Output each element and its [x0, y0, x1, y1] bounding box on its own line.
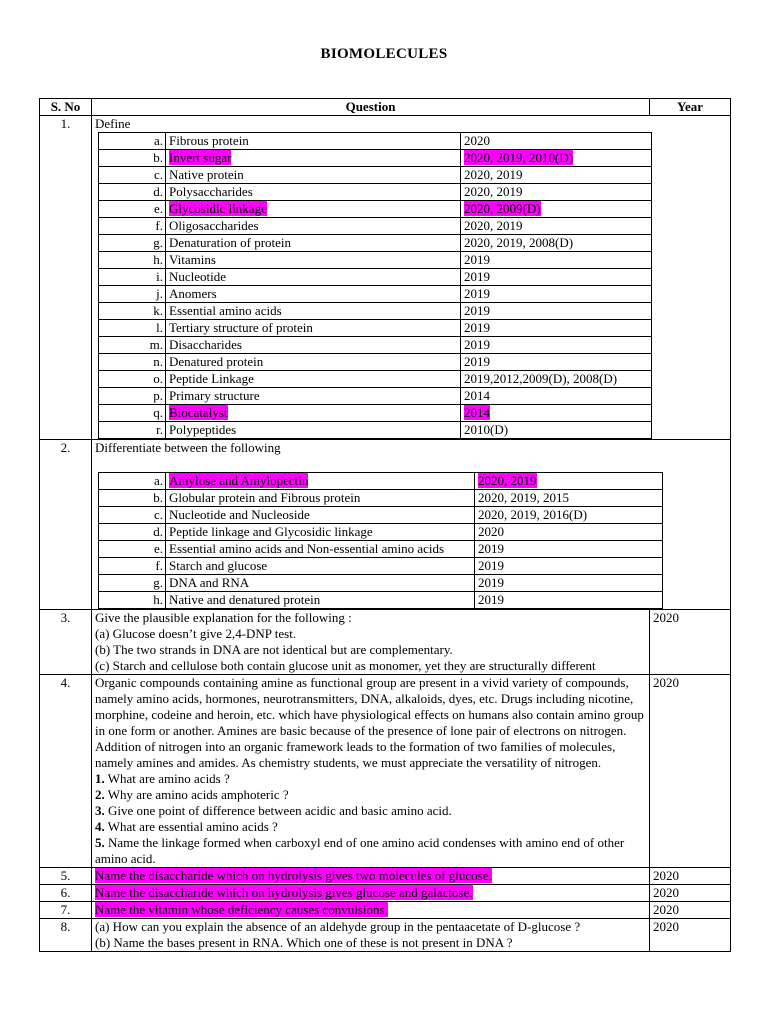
subtable-row	[99, 507, 663, 524]
sno: 2.	[40, 440, 92, 610]
question-text: Name the disaccharide which on hydrolysis gives glucose and galactose.	[95, 885, 473, 900]
item-years: 2020, 2019, 2015	[475, 490, 663, 507]
year: 2020	[650, 868, 731, 885]
subtable-row	[99, 235, 652, 252]
item-letter: h.	[99, 592, 166, 609]
item-years: 2019	[475, 541, 663, 558]
item-term: Polysaccharides	[166, 184, 461, 201]
item-term: Denaturation of protein	[166, 235, 461, 252]
subtable-row	[99, 167, 652, 184]
subtable-row	[99, 252, 652, 269]
item-letter: a.	[99, 133, 166, 150]
question-prompt: Define	[95, 116, 131, 131]
item-letter: k.	[99, 303, 166, 320]
item-term: Tertiary structure of protein	[166, 320, 461, 337]
item-years: 2019	[475, 592, 663, 609]
item-letter: a.	[99, 473, 166, 490]
sno: 5.	[40, 868, 92, 885]
sub-question: 2. Why are amino acids amphoteric ?	[95, 787, 289, 802]
item-years: 2014	[461, 405, 652, 422]
item-years: 2019	[461, 286, 652, 303]
subtable-row	[99, 354, 652, 371]
item-term: Biocatalyst	[166, 405, 461, 422]
item-term: Amylose and Amylopectin	[166, 473, 475, 490]
page-title: BIOMOLECULES	[320, 46, 448, 62]
sno: 4.	[40, 675, 92, 868]
sno: 3.	[40, 610, 92, 675]
sno: 1.	[40, 116, 92, 440]
item-years: 2019	[461, 269, 652, 286]
item-letter: c.	[99, 507, 166, 524]
subtable-row	[99, 473, 663, 490]
item-years: 2019	[461, 354, 652, 371]
item-years: 2019	[475, 575, 663, 592]
header-year: Year	[650, 99, 731, 116]
item-term: Denatured protein	[166, 354, 461, 371]
item-term: Fibrous protein	[166, 133, 461, 150]
sno: 7.	[40, 902, 92, 919]
item-term: DNA and RNA	[166, 575, 475, 592]
subtable-row	[99, 150, 652, 167]
question-text: Name the vitamin whose deficiency causes convulsions.	[95, 902, 388, 917]
sub-question: 5. Name the linkage formed when carboxyl end of one amino acid condenses with amino end of other amino acid.	[95, 835, 625, 866]
item-years: 2020	[475, 524, 663, 541]
item-term: Essential amino acids and Non-essential amino acids	[166, 541, 475, 558]
subtable-row	[99, 558, 663, 575]
item-years: 2010(D)	[461, 422, 652, 439]
item-years: 2019	[475, 558, 663, 575]
item-letter: g.	[99, 235, 166, 252]
question-line: (b) The two strands in DNA are not identical but are complementary.	[95, 642, 453, 657]
item-term: Primary structure	[166, 388, 461, 405]
header-row	[40, 99, 731, 116]
item-term: Invert sugar	[166, 150, 461, 167]
item-letter: d.	[99, 524, 166, 541]
item-term: Nucleotide and Nucleoside	[166, 507, 475, 524]
item-years: 2020, 2019, 2010(D)	[461, 150, 652, 167]
item-years: 2020, 2019	[461, 218, 652, 235]
item-term: Nucleotide	[166, 269, 461, 286]
subtable-row	[99, 218, 652, 235]
subtable-row	[99, 592, 663, 609]
sub-question: 1. What are amino acids ?	[95, 771, 230, 786]
subtable-row	[99, 337, 652, 354]
subtable-row	[99, 371, 652, 388]
item-term: Native and denatured protein	[166, 592, 475, 609]
question-row-5	[40, 868, 731, 885]
item-years: 2019,2012,2009(D), 2008(D)	[461, 371, 652, 388]
item-letter: f.	[99, 558, 166, 575]
item-years: 2020, 2019	[461, 167, 652, 184]
item-years: 2019	[461, 337, 652, 354]
question-text: Name the disaccharide which on hydrolysis gives two molecules of glucose.	[95, 868, 492, 883]
subtable-row	[99, 286, 652, 303]
case-passage: Organic compounds containing amine as functional group are present in a vivid variety of compounds, namely amino acids, hormones, neurotransmitters, DNA, alkaloids, dyes, etc. Drugs including nicotine, morphine, codeine and heroin, etc. which have physiological effects on humans also contain amino group in one form or another. Amines are basic because of the presence of lone pair of electrons on nitrogen. Addition of nitrogen into an organic framework leads to the formation of two families of molecules, namely amines and amides. As chemistry students, we must appreciate the versatility of nitrogen.	[95, 675, 644, 770]
subtable-row	[99, 388, 652, 405]
item-letter: d.	[99, 184, 166, 201]
subtable-row	[99, 269, 652, 286]
question-row-4	[40, 675, 731, 868]
item-term: Polypeptides	[166, 422, 461, 439]
item-term: Peptide linkage and Glycosidic linkage	[166, 524, 475, 541]
item-letter: b.	[99, 490, 166, 507]
subtable-row	[99, 303, 652, 320]
item-letter: c.	[99, 167, 166, 184]
item-years: 2014	[461, 388, 652, 405]
item-letter: h.	[99, 252, 166, 269]
header-sno: S. No	[40, 99, 92, 116]
subtable-row	[99, 422, 652, 439]
question-row-2	[40, 440, 731, 610]
subtable-row	[99, 184, 652, 201]
item-term: Peptide Linkage	[166, 371, 461, 388]
question-row-1	[40, 116, 731, 440]
question-row-8	[40, 919, 731, 952]
sub-question: 4. What are essential amino acids ?	[95, 819, 278, 834]
item-years: 2020, 2019, 2008(D)	[461, 235, 652, 252]
question-row-6	[40, 885, 731, 902]
item-years: 2020, 2019	[461, 184, 652, 201]
header-question: Question	[92, 99, 650, 116]
question-row-3	[40, 610, 731, 675]
questions-table	[39, 98, 731, 952]
sno: 8.	[40, 919, 92, 952]
question-prompt: Differentiate between the following	[95, 440, 281, 455]
year: 2020	[650, 610, 731, 675]
item-term: Oligosaccharides	[166, 218, 461, 235]
item-letter: r.	[99, 422, 166, 439]
item-letter: n.	[99, 354, 166, 371]
item-years: 2020, 2019	[475, 473, 663, 490]
item-term: Anomers	[166, 286, 461, 303]
item-letter: e.	[99, 541, 166, 558]
item-years: 2020, 2009(D)	[461, 201, 652, 218]
subtable-row	[99, 575, 663, 592]
item-letter: g.	[99, 575, 166, 592]
item-letter: i.	[99, 269, 166, 286]
question-line: (b) Name the bases present in RNA. Which one of these is not present in DNA ?	[95, 935, 513, 950]
subtable-row	[99, 490, 663, 507]
item-term: Disaccharides	[166, 337, 461, 354]
differentiate-subtable	[98, 472, 663, 609]
year: 2020	[650, 919, 731, 952]
item-term: Glycosidic linkage	[166, 201, 461, 218]
item-years: 2020, 2019, 2016(D)	[475, 507, 663, 524]
item-term: Vitamins	[166, 252, 461, 269]
question-line: (a) Glucose doesn’t give 2,4-DNP test.	[95, 626, 297, 641]
question-line: (a) How can you explain the absence of an aldehyde group in the pentaacetate of D-glucose ?	[95, 919, 581, 934]
item-term: Native protein	[166, 167, 461, 184]
subtable-row	[99, 201, 652, 218]
question-line: Give the plausible explanation for the following :	[95, 610, 352, 625]
item-letter: m.	[99, 337, 166, 354]
define-subtable	[98, 132, 652, 439]
item-letter: f.	[99, 218, 166, 235]
question-line: (c) Starch and cellulose both contain glucose unit as monomer, yet they are structurally different	[95, 658, 596, 673]
item-letter: b.	[99, 150, 166, 167]
question-row-7	[40, 902, 731, 919]
sub-question: 3. Give one point of difference between acidic and basic amino acid.	[95, 803, 452, 818]
item-letter: e.	[99, 201, 166, 218]
subtable-row	[99, 541, 663, 558]
item-term: Starch and glucose	[166, 558, 475, 575]
item-term: Globular protein and Fibrous protein	[166, 490, 475, 507]
item-years: 2020	[461, 133, 652, 150]
subtable-row	[99, 405, 652, 422]
year: 2020	[650, 902, 731, 919]
item-letter: o.	[99, 371, 166, 388]
item-letter: l.	[99, 320, 166, 337]
item-years: 2019	[461, 320, 652, 337]
item-letter: j.	[99, 286, 166, 303]
item-letter: q.	[99, 405, 166, 422]
subtable-row	[99, 524, 663, 541]
item-years: 2019	[461, 303, 652, 320]
item-years: 2019	[461, 252, 652, 269]
item-term: Essential amino acids	[166, 303, 461, 320]
item-letter: p.	[99, 388, 166, 405]
year: 2020	[650, 885, 731, 902]
sno: 6.	[40, 885, 92, 902]
subtable-row	[99, 320, 652, 337]
year: 2020	[650, 675, 731, 868]
subtable-row	[99, 133, 652, 150]
